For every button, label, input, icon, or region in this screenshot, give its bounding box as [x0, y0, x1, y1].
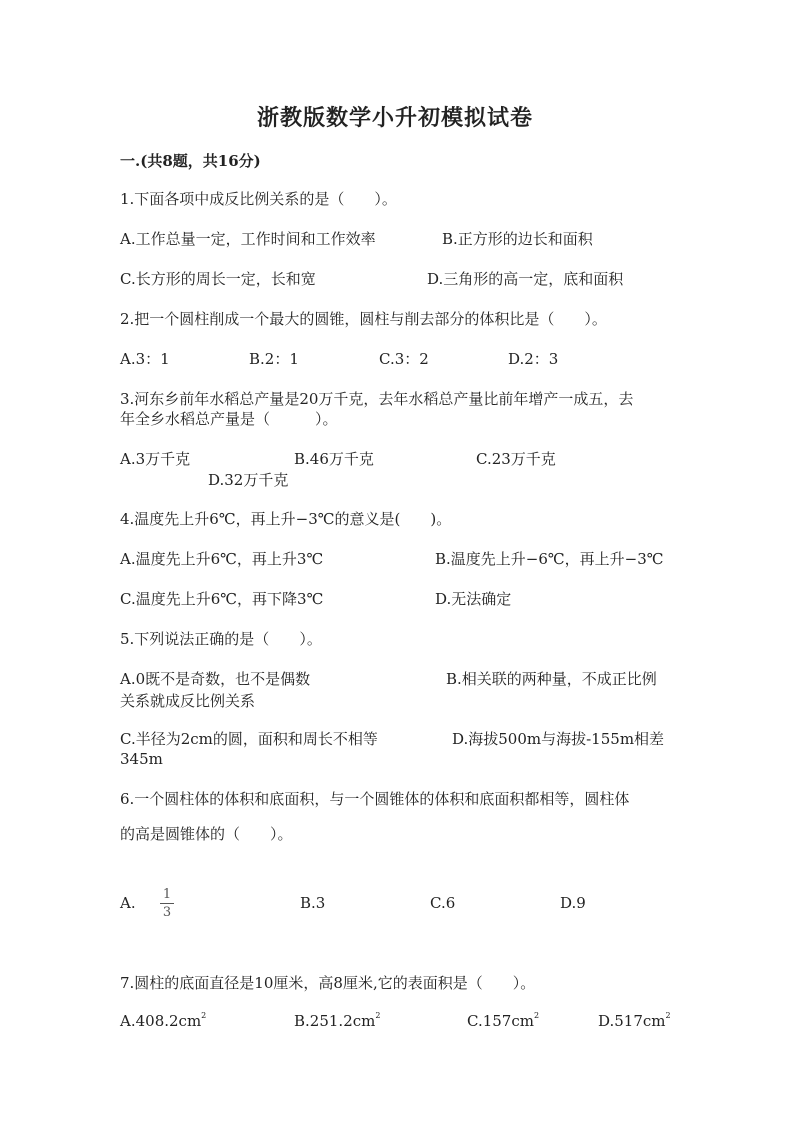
- question-4-stem: 4.温度先上升6℃，再上升−3℃的意义是( )。: [120, 510, 452, 528]
- q5-option-d-cont: 345m: [120, 750, 163, 768]
- q2-option-a[interactable]: A.3：1: [120, 350, 170, 368]
- question-2-stem: 2.把一个圆柱削成一个最大的圆锥，圆柱与削去部分的体积比是（ ）。: [120, 310, 607, 328]
- q3-option-a[interactable]: A.3万千克: [120, 450, 191, 468]
- fraction-denominator: 3: [162, 905, 172, 920]
- q5-option-c[interactable]: C.半径为2cm的圆，面积和周长不相等: [120, 730, 378, 748]
- section-heading: 一.(共8题，共16分): [120, 152, 261, 170]
- q5-option-d[interactable]: D.海拔500m与海拔-155m相差: [452, 730, 665, 748]
- q7-option-c-text: C.157cm: [467, 1012, 534, 1030]
- q6-option-c[interactable]: C.6: [430, 894, 456, 912]
- q1-option-d[interactable]: D.三角形的高一定，底和面积: [427, 270, 624, 288]
- q6-option-d[interactable]: D.9: [560, 894, 586, 912]
- q6-option-a-fraction: [160, 888, 174, 919]
- q2-option-b[interactable]: B.2：1: [249, 350, 299, 368]
- q4-option-d[interactable]: D.无法确定: [435, 590, 512, 608]
- question-7-stem: 7.圆柱的底面直径是10厘米，高8厘米,它的表面积是（ ）。: [120, 974, 536, 992]
- q6-option-b[interactable]: B.3: [300, 894, 326, 912]
- q7-option-a[interactable]: [120, 1012, 206, 1030]
- question-3-stem-line1: 3.河东乡前年水稻总产量是20万千克，去年水稻总产量比前年增产一成五，去: [120, 390, 634, 408]
- q3-option-d[interactable]: D.32万千克: [208, 471, 289, 489]
- q4-option-b[interactable]: B.温度先上升−6℃，再上升−3℃: [435, 550, 664, 568]
- q3-option-c[interactable]: C.23万千克: [476, 450, 556, 468]
- page-title: 浙教版数学小升初模拟试卷: [257, 105, 534, 131]
- q4-option-c[interactable]: C.温度先上升6℃，再下降3℃: [120, 590, 324, 608]
- superscript: 2: [665, 1011, 671, 1020]
- q7-option-b[interactable]: [294, 1012, 380, 1030]
- q2-option-d[interactable]: D.2：3: [508, 350, 559, 368]
- q1-option-a[interactable]: A.工作总量一定，工作时间和工作效率: [120, 230, 376, 248]
- q1-option-b[interactable]: B.正方形的边长和面积: [442, 230, 593, 248]
- q5-option-b[interactable]: B.相关联的两种量，不成正比例: [446, 670, 657, 688]
- q3-option-b[interactable]: B.46万千克: [294, 450, 374, 468]
- q1-option-c[interactable]: C.长方形的周长一定，长和宽: [120, 270, 316, 288]
- question-6-stem-line1: 6.一个圆柱体的体积和底面积，与一个圆锥体的体积和底面积都相等，圆柱体: [120, 790, 630, 808]
- question-3-stem-line2: 年全乡水稻总产量是（ ）。: [120, 410, 338, 428]
- q4-option-a[interactable]: A.温度先上升6℃，再上升3℃: [120, 550, 324, 568]
- q7-option-b-text: B.251.2cm: [294, 1012, 376, 1030]
- fraction-bar: [160, 903, 174, 904]
- fraction-numerator: 1: [162, 887, 172, 902]
- superscript: 2: [201, 1011, 207, 1020]
- superscript: 2: [533, 1011, 540, 1020]
- question-6-stem-line2: 的高是圆锥体的（ ）。: [120, 825, 293, 843]
- q7-option-a-text: A.408.2cm: [120, 1012, 202, 1030]
- question-5-stem: 5.下列说法正确的是（ ）。: [120, 630, 322, 648]
- q5-option-b-cont: 关系就成反比例关系: [120, 692, 256, 710]
- q6-option-a[interactable]: A.: [120, 894, 136, 912]
- question-1-stem: 1.下面各项中成反比例关系的是（ ）。: [120, 190, 397, 208]
- q7-option-c[interactable]: [467, 1012, 539, 1030]
- q2-option-c[interactable]: C.3：2: [379, 350, 429, 368]
- q5-option-a[interactable]: A.0既不是奇数，也不是偶数: [120, 670, 311, 688]
- q7-option-d[interactable]: [598, 1012, 671, 1030]
- q7-option-d-text: D.517cm: [598, 1012, 666, 1030]
- superscript: 2: [375, 1011, 381, 1020]
